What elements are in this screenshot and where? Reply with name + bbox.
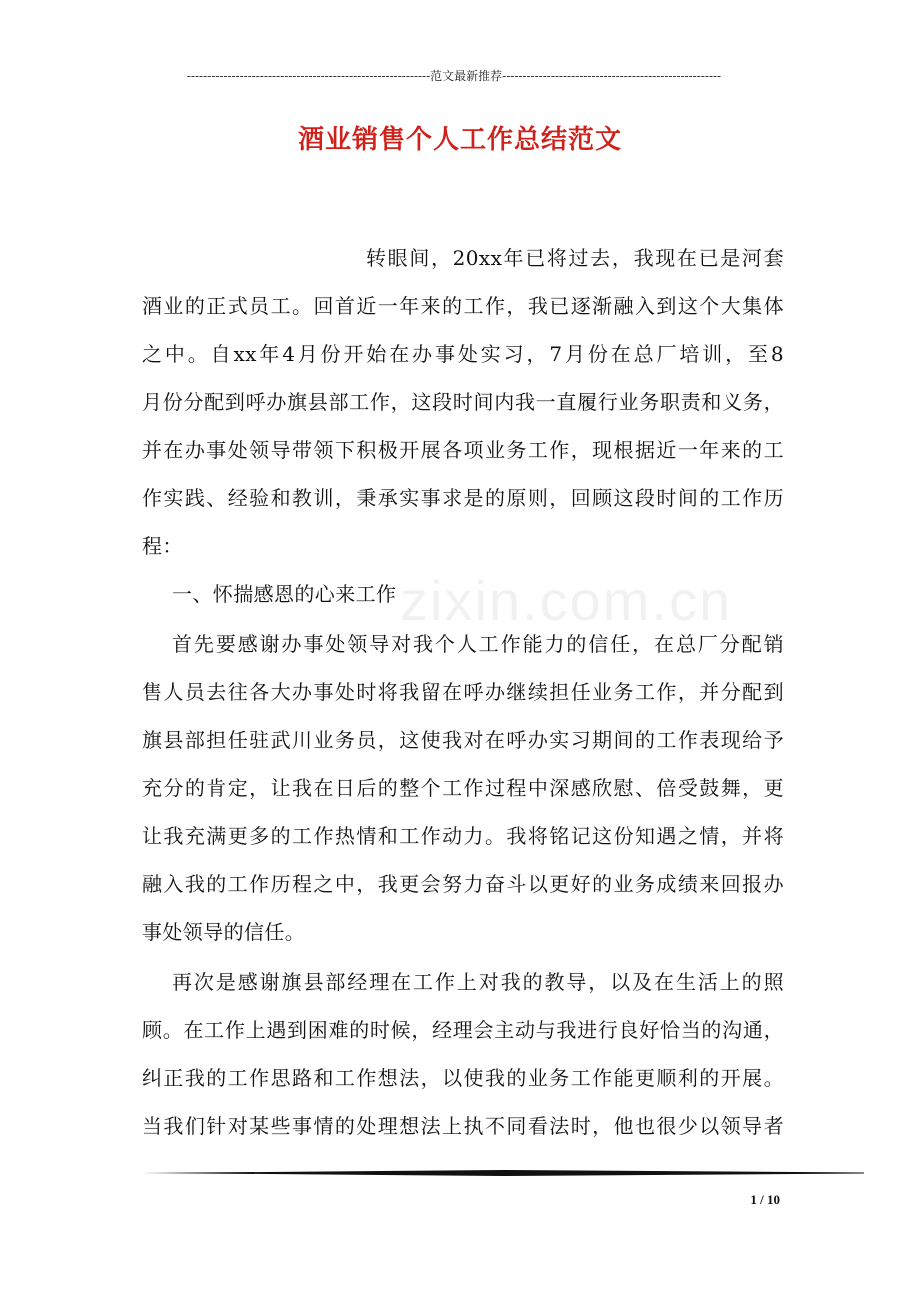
page-number: 1 / 10 bbox=[750, 1192, 780, 1207]
body-line: 顾。在工作上遇到困难的时候，经理会主动与我进行良好恰当的沟通， bbox=[142, 1018, 784, 1042]
body-line: 事处领导的信任。 bbox=[142, 920, 306, 944]
document-title: 酒业销售个人工作总结范文 bbox=[297, 125, 622, 155]
body-line: 月份分配到呼办旗县部工作，这段时间内我一直履行业务职责和义务， bbox=[142, 390, 784, 414]
body-line: 程： bbox=[142, 534, 183, 558]
section-heading: 一、怀揣感恩的心来工作 bbox=[172, 582, 397, 606]
body-line: 作实践、经验和教训，秉承实事求是的原则，回顾这段时间的工作历 bbox=[142, 486, 784, 510]
page-header: ------------------------------------------------------------范文最新推荐------------------------------------------------------ bbox=[186, 69, 722, 83]
body-line: 旗县部担任驻武川业务员，这使我对在呼办实习期间的工作表现给予 bbox=[142, 728, 784, 752]
body-line: 转眼间，20xx年已将过去，我现在已是河套 bbox=[366, 246, 784, 270]
body-line: 酒业的正式员工。回首近一年来的工作，我已逐渐融入到这个大集体 bbox=[142, 294, 784, 318]
watermark: zixin.com.cn bbox=[400, 569, 733, 632]
body-line: 售人员去往各大办事处时将我留在呼办继续担任业务工作，并分配到 bbox=[142, 680, 784, 704]
footer-divider bbox=[142, 1170, 864, 1176]
body-line: 并在办事处领导带领下积极开展各项业务工作，现根据近一年来的工 bbox=[142, 438, 784, 462]
body-line: 让我充满更多的工作热情和工作动力。我将铭记这份知遇之情，并将 bbox=[142, 824, 784, 848]
body-line: 再次是感谢旗县部经理在工作上对我的教导，以及在生活上的照 bbox=[172, 970, 784, 994]
body-line: 纠正我的工作思路和工作想法，以使我的业务工作能更顺利的开展。 bbox=[142, 1066, 784, 1090]
body-line: 之中。自xx年4月份开始在办事处实习，7月份在总厂培训，至8 bbox=[142, 342, 784, 366]
body-line: 当我们针对某些事情的处理想法上执不同看法时，他也很少以领导者 bbox=[142, 1114, 784, 1138]
body-line: 融入我的工作历程之中，我更会努力奋斗以更好的业务成绩来回报办 bbox=[142, 872, 784, 896]
body-line: 充分的肯定，让我在日后的整个工作过程中深感欣慰、倍受鼓舞，更 bbox=[142, 776, 784, 800]
body-line: 首先要感谢办事处领导对我个人工作能力的信任，在总厂分配销 bbox=[172, 632, 784, 656]
